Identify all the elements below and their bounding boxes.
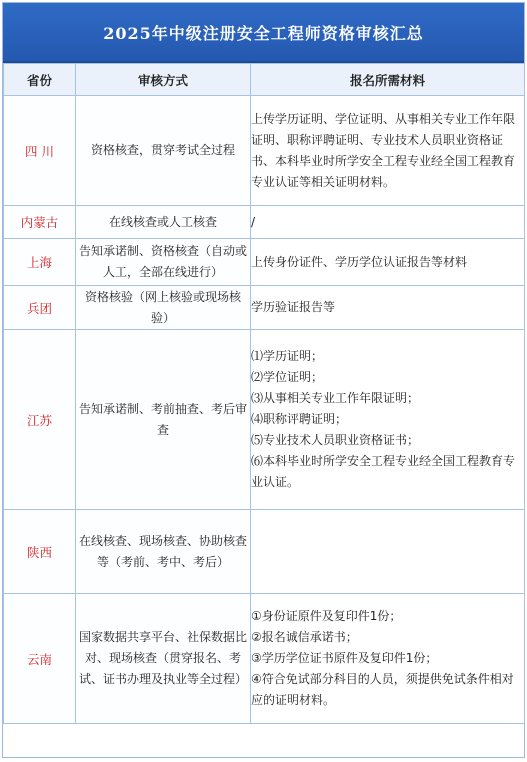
- method-cell: 在线核查、现场核查、协助核查等（考前、考中、考后）: [76, 510, 251, 594]
- province-cell: 江苏: [4, 330, 76, 510]
- table-row: [4, 286, 525, 330]
- material-item: /: [251, 214, 256, 229]
- material-item: ⑷职称评聘证明；: [251, 412, 348, 426]
- province-cell: 内蒙古: [4, 206, 76, 239]
- method-cell: 国家数据共享平台、社保数据比对、现场核查（贯穿报名、考试、证书办理及执业等全过程）: [76, 594, 251, 724]
- materials-cell: [251, 239, 525, 286]
- method-cell: 资格核验（网上核验或现场核验）: [76, 286, 251, 330]
- material-item: ①身份证原件及复印件1份；: [251, 609, 402, 623]
- material-item: ③学历学位证书原件及复印件1份；: [251, 651, 438, 665]
- header-province: 省份: [4, 64, 76, 96]
- review-table: [3, 63, 525, 724]
- page-title: 2025年中级注册安全工程师资格审核汇总: [3, 3, 524, 63]
- material-item: 上传身份证件、学历学位认证报告等材料: [251, 254, 468, 269]
- material-item: ⑵学位证明；: [251, 370, 324, 384]
- header-method: 审核方式: [76, 64, 251, 96]
- material-item: ②报名诚信承诺书；: [251, 630, 358, 644]
- material-item: 上传学历证明、学位证明、从事相关专业工作年限证明、职称评聘证明、专业技术人员职业资格证书、本科毕业时所学安全工程专业经全国工程教育专业认证等相关证明材料。: [251, 111, 516, 189]
- material-item: ⑹本科毕业时所学安全工程专业经全国工程教育专业认证。: [251, 454, 516, 489]
- table-row: [4, 594, 525, 724]
- material-item: ⑸专业技术人员职业资格证书；: [251, 433, 420, 447]
- header-materials: 报名所需材料: [251, 64, 525, 96]
- materials-cell: [251, 96, 525, 206]
- table-row: [4, 206, 525, 239]
- materials-cell: [251, 594, 525, 724]
- material-item: ⑴学历证明；: [251, 349, 324, 363]
- province-cell: 陕西: [4, 510, 76, 594]
- material-item: 学历验证报告等: [251, 300, 336, 314]
- method-cell: 告知承诺制、资格核查（自动或人工，全部在线进行）: [76, 239, 251, 286]
- province-cell: 兵团: [4, 286, 76, 330]
- summary-page: [2, 2, 525, 758]
- method-cell: 资格核查，贯穿考试全过程: [76, 96, 251, 206]
- table-body: [4, 96, 525, 724]
- material-item: ⑶从事相关专业工作年限证明；: [251, 391, 420, 405]
- table-row: [4, 239, 525, 286]
- materials-cell: [251, 330, 525, 510]
- method-cell: 在线核查或人工核查: [76, 206, 251, 239]
- material-item: ④符合免试部分科目的人员，须提供免试条件相对应的证明材料。: [251, 672, 514, 707]
- materials-cell: [251, 510, 525, 594]
- table-row: [4, 96, 525, 206]
- table-header-row: [4, 64, 525, 96]
- table-row: [4, 510, 525, 594]
- province-cell: 云南: [4, 594, 76, 724]
- materials-cell: [251, 286, 525, 330]
- province-cell: 四 川: [4, 96, 76, 206]
- province-cell: 上海: [4, 239, 76, 286]
- table-row: [4, 330, 525, 510]
- materials-cell: [251, 206, 525, 239]
- method-cell: 告知承诺制、考前抽查、考后审查: [76, 330, 251, 510]
